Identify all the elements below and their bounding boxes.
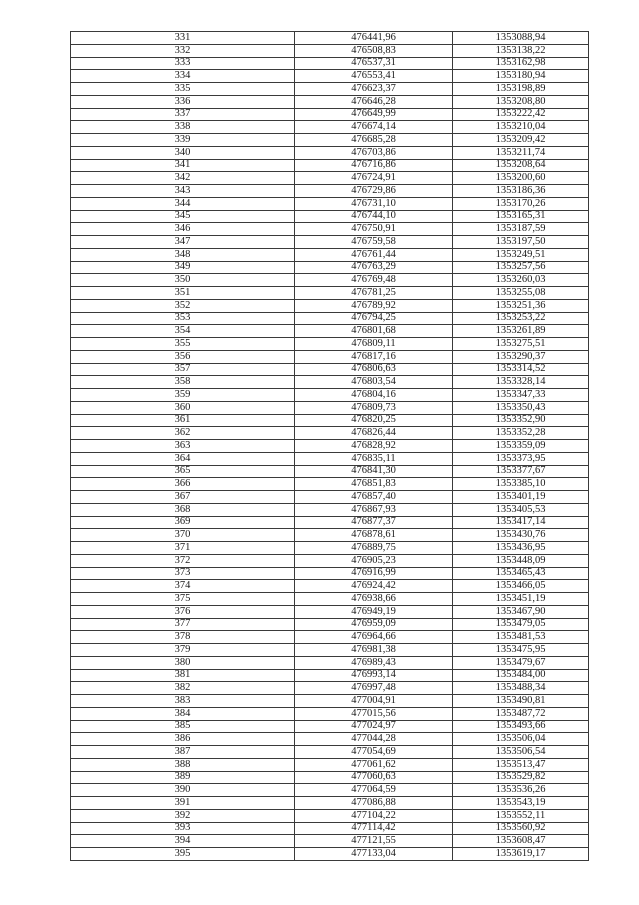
- y-coordinate-cell: 1353543,19: [453, 797, 589, 810]
- table-row: [71, 797, 589, 810]
- table-row: [71, 707, 589, 720]
- table-row: [71, 656, 589, 669]
- table-row: [71, 618, 589, 631]
- x-coordinate-cell: 476761,44: [295, 248, 453, 261]
- y-coordinate-cell: 1353481,53: [453, 631, 589, 644]
- table-row: [71, 746, 589, 759]
- x-coordinate-cell: 476997,48: [295, 682, 453, 695]
- table-row: [71, 121, 589, 134]
- point-number-cell: 378: [71, 631, 295, 644]
- point-number-cell: 350: [71, 274, 295, 287]
- y-coordinate-cell: 1353290,37: [453, 350, 589, 363]
- y-coordinate-cell: 1353180,94: [453, 70, 589, 83]
- point-number-cell: 393: [71, 822, 295, 835]
- table-row: [71, 185, 589, 198]
- x-coordinate-cell: 477086,88: [295, 797, 453, 810]
- point-number-cell: 359: [71, 389, 295, 402]
- point-number-cell: 365: [71, 465, 295, 478]
- y-coordinate-cell: 1353208,80: [453, 95, 589, 108]
- table-row: [71, 733, 589, 746]
- x-coordinate-cell: 476889,75: [295, 542, 453, 555]
- y-coordinate-cell: 1353529,82: [453, 771, 589, 784]
- table-row: [71, 682, 589, 695]
- y-coordinate-cell: 1353209,42: [453, 134, 589, 147]
- x-coordinate-cell: 476724,91: [295, 172, 453, 185]
- y-coordinate-cell: 1353536,26: [453, 784, 589, 797]
- x-coordinate-cell: 476826,44: [295, 427, 453, 440]
- point-number-cell: 372: [71, 554, 295, 567]
- table-row: [71, 427, 589, 440]
- point-number-cell: 367: [71, 491, 295, 504]
- point-number-cell: 373: [71, 567, 295, 580]
- point-number-cell: 351: [71, 287, 295, 300]
- x-coordinate-cell: 477004,91: [295, 695, 453, 708]
- point-number-cell: 395: [71, 848, 295, 861]
- point-number-cell: 338: [71, 121, 295, 134]
- point-number-cell: 388: [71, 758, 295, 771]
- table-row: [71, 440, 589, 453]
- point-number-cell: 382: [71, 682, 295, 695]
- y-coordinate-cell: 1353251,36: [453, 299, 589, 312]
- y-coordinate-cell: 1353466,05: [453, 580, 589, 593]
- table-row: [71, 554, 589, 567]
- x-coordinate-cell: 476981,38: [295, 644, 453, 657]
- y-coordinate-cell: 1353448,09: [453, 554, 589, 567]
- x-coordinate-cell: 476851,83: [295, 478, 453, 491]
- point-number-cell: 331: [71, 32, 295, 45]
- y-coordinate-cell: 1353560,92: [453, 822, 589, 835]
- table-row: [71, 312, 589, 325]
- table-row: [71, 299, 589, 312]
- table-row: [71, 172, 589, 185]
- table-row: [71, 631, 589, 644]
- point-number-cell: 346: [71, 223, 295, 236]
- y-coordinate-cell: 1353187,59: [453, 223, 589, 236]
- x-coordinate-cell: 477104,22: [295, 809, 453, 822]
- x-coordinate-cell: 476508,83: [295, 44, 453, 57]
- table-row: [71, 223, 589, 236]
- point-number-cell: 385: [71, 720, 295, 733]
- x-coordinate-cell: 476441,96: [295, 32, 453, 45]
- point-number-cell: 369: [71, 516, 295, 529]
- table-row: [71, 70, 589, 83]
- point-number-cell: 374: [71, 580, 295, 593]
- table-row: [71, 542, 589, 555]
- x-coordinate-cell: 476989,43: [295, 656, 453, 669]
- table-row: [71, 822, 589, 835]
- point-number-cell: 380: [71, 656, 295, 669]
- x-coordinate-cell: 477114,42: [295, 822, 453, 835]
- x-coordinate-cell: 476804,16: [295, 389, 453, 402]
- point-number-cell: 344: [71, 197, 295, 210]
- table-row: [71, 452, 589, 465]
- y-coordinate-cell: 1353475,95: [453, 644, 589, 657]
- point-number-cell: 345: [71, 210, 295, 223]
- table-row: [71, 465, 589, 478]
- table-row: [71, 287, 589, 300]
- table-row: [71, 44, 589, 57]
- y-coordinate-cell: 1353138,22: [453, 44, 589, 57]
- x-coordinate-cell: 476905,23: [295, 554, 453, 567]
- table-row: [71, 503, 589, 516]
- y-coordinate-cell: 1353352,90: [453, 414, 589, 427]
- table-row: [71, 197, 589, 210]
- point-number-cell: 361: [71, 414, 295, 427]
- x-coordinate-cell: 476763,29: [295, 261, 453, 274]
- x-coordinate-cell: 476759,58: [295, 236, 453, 249]
- point-number-cell: 371: [71, 542, 295, 555]
- point-number-cell: 333: [71, 57, 295, 70]
- point-number-cell: 358: [71, 376, 295, 389]
- point-number-cell: 340: [71, 146, 295, 159]
- point-number-cell: 348: [71, 248, 295, 261]
- point-number-cell: 354: [71, 325, 295, 338]
- y-coordinate-cell: 1353165,31: [453, 210, 589, 223]
- x-coordinate-cell: 476809,73: [295, 401, 453, 414]
- table-row: [71, 350, 589, 363]
- x-coordinate-cell: 476716,86: [295, 159, 453, 172]
- x-coordinate-cell: 476794,25: [295, 312, 453, 325]
- point-number-cell: 383: [71, 695, 295, 708]
- table-row: [71, 605, 589, 618]
- point-number-cell: 384: [71, 707, 295, 720]
- x-coordinate-cell: 476835,11: [295, 452, 453, 465]
- point-number-cell: 381: [71, 669, 295, 682]
- x-coordinate-cell: 476731,10: [295, 197, 453, 210]
- y-coordinate-cell: 1353314,52: [453, 363, 589, 376]
- y-coordinate-cell: 1353210,04: [453, 121, 589, 134]
- table-row: [71, 248, 589, 261]
- x-coordinate-cell: 476674,14: [295, 121, 453, 134]
- point-number-cell: 391: [71, 797, 295, 810]
- y-coordinate-cell: 1353261,89: [453, 325, 589, 338]
- table-row: [71, 580, 589, 593]
- x-coordinate-cell: 476828,92: [295, 440, 453, 453]
- table-row: [71, 593, 589, 606]
- x-coordinate-cell: 476729,86: [295, 185, 453, 198]
- y-coordinate-cell: 1353417,14: [453, 516, 589, 529]
- y-coordinate-cell: 1353198,89: [453, 83, 589, 96]
- x-coordinate-cell: 476623,37: [295, 83, 453, 96]
- x-coordinate-cell: 476841,30: [295, 465, 453, 478]
- y-coordinate-cell: 1353253,22: [453, 312, 589, 325]
- x-coordinate-cell: 476867,93: [295, 503, 453, 516]
- x-coordinate-cell: 476993,14: [295, 669, 453, 682]
- x-coordinate-cell: 476964,66: [295, 631, 453, 644]
- y-coordinate-cell: 1353430,76: [453, 529, 589, 542]
- table-row: [71, 516, 589, 529]
- y-coordinate-cell: 1353088,94: [453, 32, 589, 45]
- point-number-cell: 352: [71, 299, 295, 312]
- x-coordinate-cell: 476803,54: [295, 376, 453, 389]
- y-coordinate-cell: 1353490,81: [453, 695, 589, 708]
- y-coordinate-cell: 1353487,72: [453, 707, 589, 720]
- point-number-cell: 392: [71, 809, 295, 822]
- x-coordinate-cell: 476781,25: [295, 287, 453, 300]
- point-number-cell: 389: [71, 771, 295, 784]
- x-coordinate-cell: 476703,86: [295, 146, 453, 159]
- point-number-cell: 356: [71, 350, 295, 363]
- point-number-cell: 342: [71, 172, 295, 185]
- y-coordinate-cell: 1353479,05: [453, 618, 589, 631]
- point-number-cell: 362: [71, 427, 295, 440]
- x-coordinate-cell: 476924,42: [295, 580, 453, 593]
- point-number-cell: 363: [71, 440, 295, 453]
- point-number-cell: 336: [71, 95, 295, 108]
- table-row: [71, 210, 589, 223]
- point-number-cell: 335: [71, 83, 295, 96]
- y-coordinate-cell: 1353401,19: [453, 491, 589, 504]
- table-row: [71, 644, 589, 657]
- point-number-cell: 334: [71, 70, 295, 83]
- y-coordinate-cell: 1353493,66: [453, 720, 589, 733]
- y-coordinate-cell: 1353359,09: [453, 440, 589, 453]
- y-coordinate-cell: 1353373,95: [453, 452, 589, 465]
- table-row: [71, 108, 589, 121]
- coordinates-table: [70, 31, 589, 861]
- x-coordinate-cell: 476769,48: [295, 274, 453, 287]
- y-coordinate-cell: 1353467,90: [453, 605, 589, 618]
- y-coordinate-cell: 1353257,56: [453, 261, 589, 274]
- x-coordinate-cell: 476809,11: [295, 338, 453, 351]
- x-coordinate-cell: 476744,10: [295, 210, 453, 223]
- point-number-cell: 366: [71, 478, 295, 491]
- y-coordinate-cell: 1353484,00: [453, 669, 589, 682]
- x-coordinate-cell: 477024,97: [295, 720, 453, 733]
- table-row: [71, 720, 589, 733]
- point-number-cell: 337: [71, 108, 295, 121]
- table-row: [71, 32, 589, 45]
- x-coordinate-cell: 476949,19: [295, 605, 453, 618]
- x-coordinate-cell: 477064,59: [295, 784, 453, 797]
- y-coordinate-cell: 1353506,54: [453, 746, 589, 759]
- y-coordinate-cell: 1353211,74: [453, 146, 589, 159]
- table-row: [71, 414, 589, 427]
- table-row: [71, 83, 589, 96]
- y-coordinate-cell: 1353506,04: [453, 733, 589, 746]
- y-coordinate-cell: 1353275,51: [453, 338, 589, 351]
- table-row: [71, 376, 589, 389]
- table-row: [71, 695, 589, 708]
- x-coordinate-cell: 476877,37: [295, 516, 453, 529]
- point-number-cell: 364: [71, 452, 295, 465]
- x-coordinate-cell: 476685,28: [295, 134, 453, 147]
- y-coordinate-cell: 1353222,42: [453, 108, 589, 121]
- x-coordinate-cell: 476820,25: [295, 414, 453, 427]
- point-number-cell: 357: [71, 363, 295, 376]
- y-coordinate-cell: 1353200,60: [453, 172, 589, 185]
- y-coordinate-cell: 1353385,10: [453, 478, 589, 491]
- table-row: [71, 478, 589, 491]
- x-coordinate-cell: 476938,66: [295, 593, 453, 606]
- x-coordinate-cell: 476817,16: [295, 350, 453, 363]
- y-coordinate-cell: 1353328,14: [453, 376, 589, 389]
- table-row: [71, 529, 589, 542]
- x-coordinate-cell: 476553,41: [295, 70, 453, 83]
- point-number-cell: 387: [71, 746, 295, 759]
- table-row: [71, 95, 589, 108]
- x-coordinate-cell: 477015,56: [295, 707, 453, 720]
- table-row: [71, 401, 589, 414]
- point-number-cell: 394: [71, 835, 295, 848]
- y-coordinate-cell: 1353162,98: [453, 57, 589, 70]
- table-row: [71, 325, 589, 338]
- table-row: [71, 567, 589, 580]
- table-row: [71, 771, 589, 784]
- table-row: [71, 758, 589, 771]
- table-row: [71, 57, 589, 70]
- y-coordinate-cell: 1353377,67: [453, 465, 589, 478]
- y-coordinate-cell: 1353513,47: [453, 758, 589, 771]
- x-coordinate-cell: 477121,55: [295, 835, 453, 848]
- point-number-cell: 386: [71, 733, 295, 746]
- y-coordinate-cell: 1353608,47: [453, 835, 589, 848]
- y-coordinate-cell: 1353186,36: [453, 185, 589, 198]
- point-number-cell: 343: [71, 185, 295, 198]
- table-row: [71, 669, 589, 682]
- y-coordinate-cell: 1353347,33: [453, 389, 589, 402]
- point-number-cell: 349: [71, 261, 295, 274]
- point-number-cell: 368: [71, 503, 295, 516]
- x-coordinate-cell: 477133,04: [295, 848, 453, 861]
- x-coordinate-cell: 476646,28: [295, 95, 453, 108]
- table-row: [71, 261, 589, 274]
- y-coordinate-cell: 1353249,51: [453, 248, 589, 261]
- point-number-cell: 390: [71, 784, 295, 797]
- y-coordinate-cell: 1353208,64: [453, 159, 589, 172]
- y-coordinate-cell: 1353436,95: [453, 542, 589, 555]
- y-coordinate-cell: 1353479,67: [453, 656, 589, 669]
- table-row: [71, 809, 589, 822]
- y-coordinate-cell: 1353488,34: [453, 682, 589, 695]
- y-coordinate-cell: 1353552,11: [453, 809, 589, 822]
- x-coordinate-cell: 477054,69: [295, 746, 453, 759]
- table-row: [71, 389, 589, 402]
- y-coordinate-cell: 1353350,43: [453, 401, 589, 414]
- point-number-cell: 353: [71, 312, 295, 325]
- x-coordinate-cell: 476537,31: [295, 57, 453, 70]
- table-row: [71, 363, 589, 376]
- table-row: [71, 784, 589, 797]
- point-number-cell: 376: [71, 605, 295, 618]
- x-coordinate-cell: 477060,63: [295, 771, 453, 784]
- x-coordinate-cell: 476649,99: [295, 108, 453, 121]
- y-coordinate-cell: 1353197,50: [453, 236, 589, 249]
- point-number-cell: 360: [71, 401, 295, 414]
- y-coordinate-cell: 1353352,28: [453, 427, 589, 440]
- point-number-cell: 355: [71, 338, 295, 351]
- point-number-cell: 375: [71, 593, 295, 606]
- table-row: [71, 835, 589, 848]
- y-coordinate-cell: 1353619,17: [453, 848, 589, 861]
- point-number-cell: 347: [71, 236, 295, 249]
- point-number-cell: 341: [71, 159, 295, 172]
- table-row: [71, 848, 589, 861]
- point-number-cell: 379: [71, 644, 295, 657]
- table-row: [71, 338, 589, 351]
- x-coordinate-cell: 477061,62: [295, 758, 453, 771]
- point-number-cell: 377: [71, 618, 295, 631]
- table-row: [71, 491, 589, 504]
- y-coordinate-cell: 1353260,03: [453, 274, 589, 287]
- table-row: [71, 236, 589, 249]
- x-coordinate-cell: 477044,28: [295, 733, 453, 746]
- y-coordinate-cell: 1353451,19: [453, 593, 589, 606]
- y-coordinate-cell: 1353170,26: [453, 197, 589, 210]
- x-coordinate-cell: 476789,92: [295, 299, 453, 312]
- x-coordinate-cell: 476916,99: [295, 567, 453, 580]
- point-number-cell: 370: [71, 529, 295, 542]
- y-coordinate-cell: 1353255,08: [453, 287, 589, 300]
- table-row: [71, 159, 589, 172]
- table-row: [71, 134, 589, 147]
- point-number-cell: 339: [71, 134, 295, 147]
- x-coordinate-cell: 476750,91: [295, 223, 453, 236]
- table-row: [71, 274, 589, 287]
- table-row: [71, 146, 589, 159]
- x-coordinate-cell: 476959,09: [295, 618, 453, 631]
- x-coordinate-cell: 476806,63: [295, 363, 453, 376]
- x-coordinate-cell: 476857,40: [295, 491, 453, 504]
- y-coordinate-cell: 1353405,53: [453, 503, 589, 516]
- y-coordinate-cell: 1353465,43: [453, 567, 589, 580]
- x-coordinate-cell: 476878,61: [295, 529, 453, 542]
- x-coordinate-cell: 476801,68: [295, 325, 453, 338]
- coordinates-table-body: [71, 32, 589, 861]
- point-number-cell: 332: [71, 44, 295, 57]
